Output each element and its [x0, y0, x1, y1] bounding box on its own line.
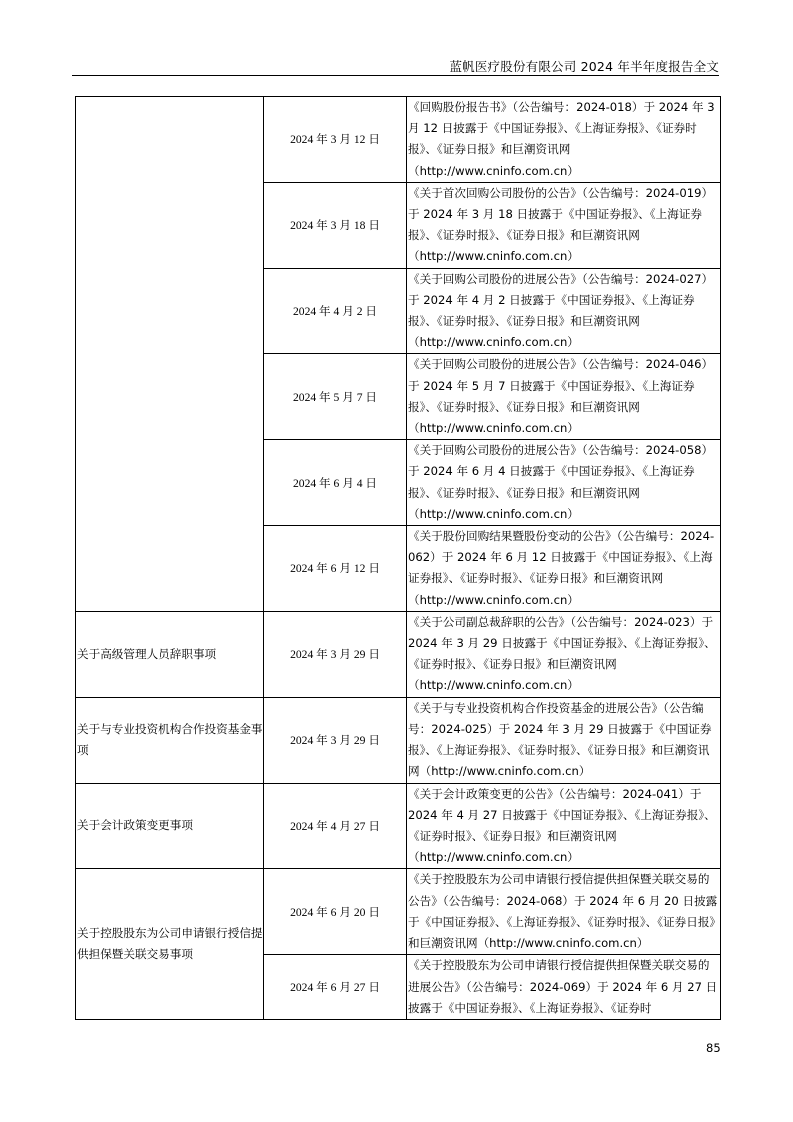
disclosure-table — [75, 96, 721, 1020]
matter-cell — [76, 97, 264, 612]
date-cell: 2024 年 4 月 2 日 — [264, 268, 407, 354]
date-cell: 2024 年 3 月 29 日 — [264, 697, 407, 783]
matter-cell: 关于会计政策变更事项 — [76, 783, 264, 869]
description-cell: 《关于股份回购结果暨股份变动的公告》（公告编号：2024-062）于 2024 年 6 月 12 日披露于《中国证券报》、《上海证券报》、《证券时报》、《证券日报》和巨潮资讯网（http://www.cninfo.com.cn） — [407, 526, 721, 612]
page-number: 85 — [706, 1041, 721, 1055]
table-row — [76, 97, 721, 183]
description-cell: 《关于控股股东为公司申请银行授信提供担保暨关联交易的公告》（公告编号：2024-068）于 2024 年 6 月 20 日披露于《中国证券报》、《上海证券报》、《证券时报》、《证券日报》和巨潮资讯网（http://www.cninfo.com.cn） — [407, 869, 721, 955]
matter-cell: 关于控股股东为公司申请银行授信提供担保暨关联交易事项 — [76, 869, 264, 1020]
description-cell: 《关于回购公司股份的进展公告》（公告编号：2024-027）于 2024 年 4 月 2 日披露于《中国证券报》、《上海证券报》、《证券时报》、《证券日报》和巨潮资讯网（http://www.cninfo.com.cn） — [407, 268, 721, 354]
description-cell: 《关于回购公司股份的进展公告》（公告编号：2024-058）于 2024 年 6 月 4 日披露于《中国证券报》、《上海证券报》、《证券时报》、《证券日报》和巨潮资讯网（http://www.cninfo.com.cn） — [407, 440, 721, 526]
matter-cell: 关于与专业投资机构合作投资基金事项 — [76, 697, 264, 783]
table-row — [76, 611, 721, 697]
date-cell: 2024 年 6 月 27 日 — [264, 955, 407, 1020]
table-row — [76, 783, 721, 869]
date-cell: 2024 年 6 月 20 日 — [264, 869, 407, 955]
date-cell: 2024 年 6 月 4 日 — [264, 440, 407, 526]
header-divider — [72, 75, 719, 76]
description-cell: 《关于公司副总裁辞职的公告》（公告编号：2024-023）于 2024 年 3 月 29 日披露于《中国证券报》、《上海证券报》、《证券时报》、《证券日报》和巨潮资讯网（http://www.cninfo.com.cn） — [407, 611, 721, 697]
date-cell: 2024 年 5 月 7 日 — [264, 354, 407, 440]
description-cell: 《关于会计政策变更的公告》（公告编号：2024-041）于 2024 年 4 月 27 日披露于《中国证券报》、《上海证券报》、《证券时报》、《证券日报》和巨潮资讯网（http://www.cninfo.com.cn） — [407, 783, 721, 869]
table-row — [76, 697, 721, 783]
description-cell: 《关于与专业投资机构合作投资基金的进展公告》（公告编号：2024-025）于 2024 年 3 月 29 日披露于《中国证券报》、《上海证券报》、《证券时报》、《证券日报》和巨潮资讯网（http://www.cninfo.com.cn） — [407, 697, 721, 783]
matter-cell: 关于高级管理人员辞职事项 — [76, 611, 264, 697]
table-row — [76, 869, 721, 955]
date-cell: 2024 年 4 月 27 日 — [264, 783, 407, 869]
date-cell: 2024 年 3 月 29 日 — [264, 611, 407, 697]
description-cell: 《关于回购公司股份的进展公告》（公告编号：2024-046）于 2024 年 5 月 7 日披露于《中国证券报》、《上海证券报》、《证券时报》、《证券日报》和巨潮资讯网（http://www.cninfo.com.cn） — [407, 354, 721, 440]
date-cell: 2024 年 3 月 12 日 — [264, 97, 407, 183]
document-header-title: 蓝帆医疗股份有限公司 2024 年半年度报告全文 — [449, 59, 719, 74]
description-cell: 《关于控股股东为公司申请银行授信提供担保暨关联交易的进展公告》（公告编号：2024-069）于 2024 年 6 月 27 日披露于《中国证券报》、《上海证券报》、《证券时 — [407, 955, 721, 1020]
date-cell: 2024 年 6 月 12 日 — [264, 526, 407, 612]
description-cell: 《回购股份报告书》（公告编号：2024-018）于 2024 年 3 月 12 日披露于《中国证券报》、《上海证券报》、《证券时报》、《证券日报》和巨潮资讯网（http://www.cninfo.com.cn） — [407, 97, 721, 183]
date-cell: 2024 年 3 月 18 日 — [264, 182, 407, 268]
description-cell: 《关于首次回购公司股份的公告》（公告编号：2024-019）于 2024 年 3 月 18 日披露于《中国证券报》、《上海证券报》、《证券时报》、《证券日报》和巨潮资讯网（http://www.cninfo.com.cn） — [407, 182, 721, 268]
